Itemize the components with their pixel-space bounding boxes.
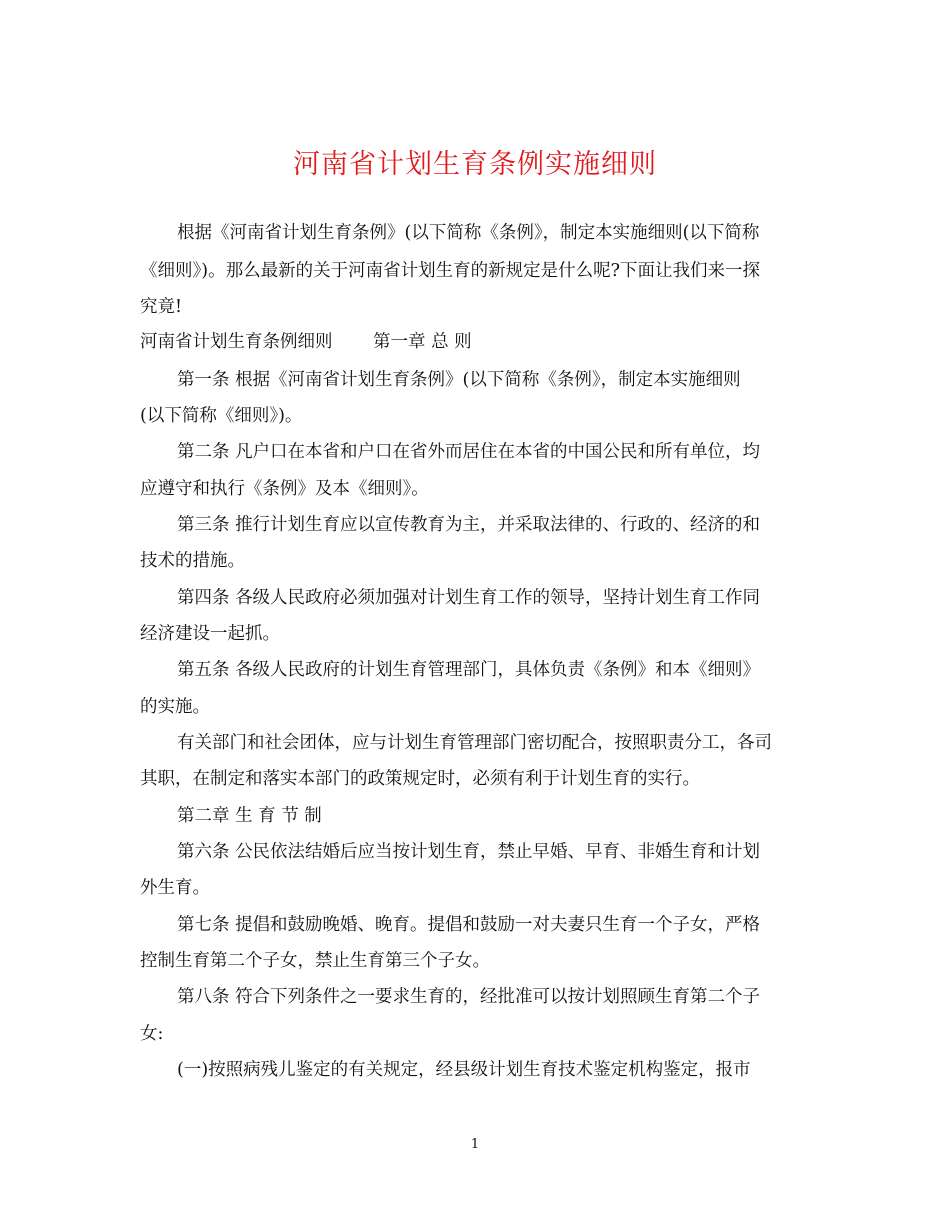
paragraph-line: 第一条 根据《河南省计划生育条例》(以下简称《条例》，制定本实施细则 xyxy=(177,370,741,390)
paragraph-line: 第五条 各级人民政府的计划生育管理部门，具体负责《条例》和本《细则》 xyxy=(177,660,761,680)
paragraph-line: 第二条 凡户口在本省和户口在省外而居住在本省的中国公民和所有单位，均 xyxy=(177,442,761,462)
paragraph-line: (以下简称《细则》)。 xyxy=(140,406,303,426)
paragraph-line: 第八条 符合下列条件之一要求生育的，经批准可以按计划照顾生育第二个子 xyxy=(177,987,761,1007)
paragraph-line: 《细则》)。那么最新的关于河南省计划生育的新规定是什么呢?下面让我们来一探 xyxy=(140,261,760,281)
page-number: 1 xyxy=(470,1137,480,1152)
section-heading: 河南省计划生育条例细则 第一章 总 则 xyxy=(140,332,472,352)
paragraph-line: (一)按照病残儿鉴定的有关规定，经县级计划生育技术鉴定机构鉴定，报市 xyxy=(177,1060,751,1080)
paragraph-line: 究竟! xyxy=(140,297,183,317)
paragraph-line: 的实施。 xyxy=(140,697,210,717)
paragraph-line: 控制生育第二个子女，禁止生育第三个子女。 xyxy=(140,951,490,971)
paragraph-line: 第六条 公民依法结婚后应当按计划生育，禁止早婚、早育、非婚生育和计划 xyxy=(177,842,761,862)
paragraph-line: 外生育。 xyxy=(140,878,210,898)
paragraph-line: 有关部门和社会团体，应与计划生育管理部门密切配合，按照职责分工，各司 xyxy=(177,733,772,753)
paragraph-line: 根据《河南省计划生育条例》(以下简称《条例》，制定本实施细则(以下简称 xyxy=(177,223,760,243)
paragraph-line: 经济建设一起抓。 xyxy=(140,624,280,644)
paragraph-line: 应遵守和执行《条例》及本《细则》。 xyxy=(140,479,429,499)
paragraph-line: 第七条 提倡和鼓励晚婚、晚育。提倡和鼓励一对夫妻只生育一个子女，严格 xyxy=(177,915,761,935)
paragraph-line: 其职，在制定和落实本部门的政策规定时，必须有利于计划生育的实行。 xyxy=(140,769,700,789)
document-title: 河南省计划生育条例实施细则 xyxy=(293,149,657,180)
paragraph-line: 第三条 推行计划生育应以宣传教育为主，并采取法律的、行政的、经济的和 xyxy=(177,515,761,535)
paragraph-line: 女: xyxy=(140,1024,164,1044)
chapter-heading: 第二章 生 育 节 制 xyxy=(177,806,322,826)
paragraph-line: 技术的措施。 xyxy=(140,551,245,571)
paragraph-line: 第四条 各级人民政府必须加强对计划生育工作的领导，坚持计划生育工作同 xyxy=(177,588,761,608)
